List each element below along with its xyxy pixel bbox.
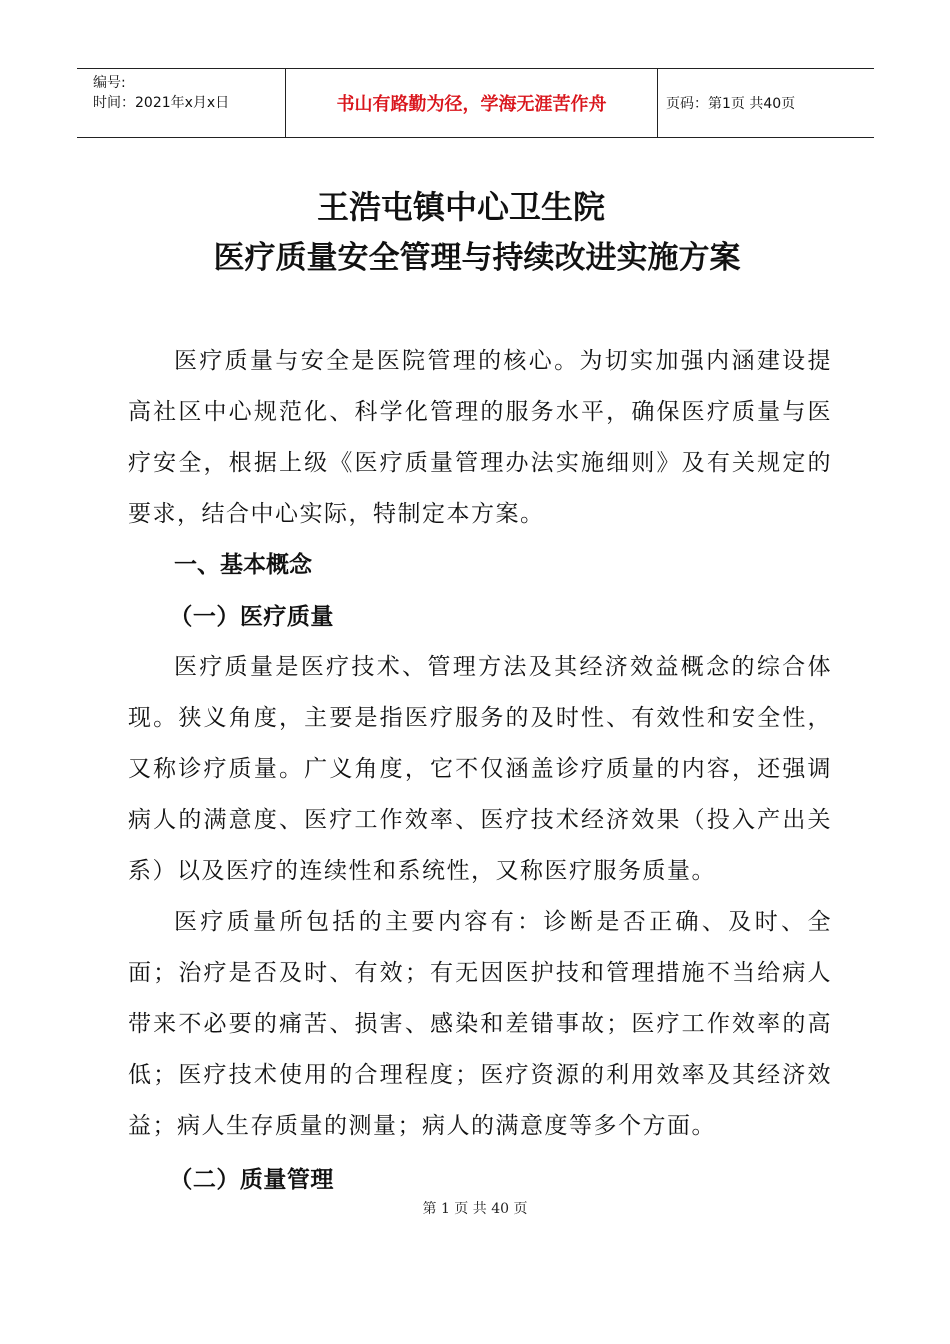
body-paragraph: 医疗质量是医疗技术、管理方法及其经济效益概念的综合体现。狭义角度，主要是指医疗服务的及时性、有效性和安全性，又称诊疗质量。广义角度，它不仅涵盖诊疗质量的内容，还强调病人的满意度、医疗工作效率、医疗技术经济效果（投入产出关系）以及医疗的连续性和系统性，又称医疗服务质量。 [128,654,832,884]
subsection-heading: （二）质量管理 [169,1166,334,1193]
intro-paragraph: 医疗质量与安全是医院管理的核心。为切实加强内涵建设提高社区中心规范化、科学化管理的服务水平，确保医疗质量与医疗安全，根据上级《医疗质量管理办法实施细则》及有关规定的要求，结合中心实际，特制定本方案。 [128,348,832,527]
body-paragraph: 医疗质量所包括的主要内容有：诊断是否正确、及时、全面；治疗是否及时、有效；有无因医护技和管理措施不当给病人带来不必要的痛苦、损害、感染和差错事故；医疗工作效率的高低；医疗技术使用的合理程度；医疗资源的利用效率及其经济效益；病人生存质量的测量；病人的满意度等多个方面。 [128,909,832,1139]
header-page-info: 页码：第1页 共40页 [666,96,796,112]
header-motto: 书山有路勤为径，学海无涯苦作舟 [286,69,658,137]
document-header [77,68,874,138]
document-body [128,336,832,1205]
document-title-line1: 王浩屯镇中心卫生院 [316,188,605,226]
document-title-line2: 医疗质量安全管理与持续改进实施方案 [213,240,741,276]
time-label: 时间：2021年x月x日 [93,95,230,111]
section-heading: 一、基本概念 [174,552,312,578]
page-footer: 第 1 页 共 40 页 [422,1201,528,1217]
number-label: 编号: [93,75,126,91]
header-meta-cell [77,69,286,137]
subsection-heading: （一）医疗质量 [169,603,334,630]
